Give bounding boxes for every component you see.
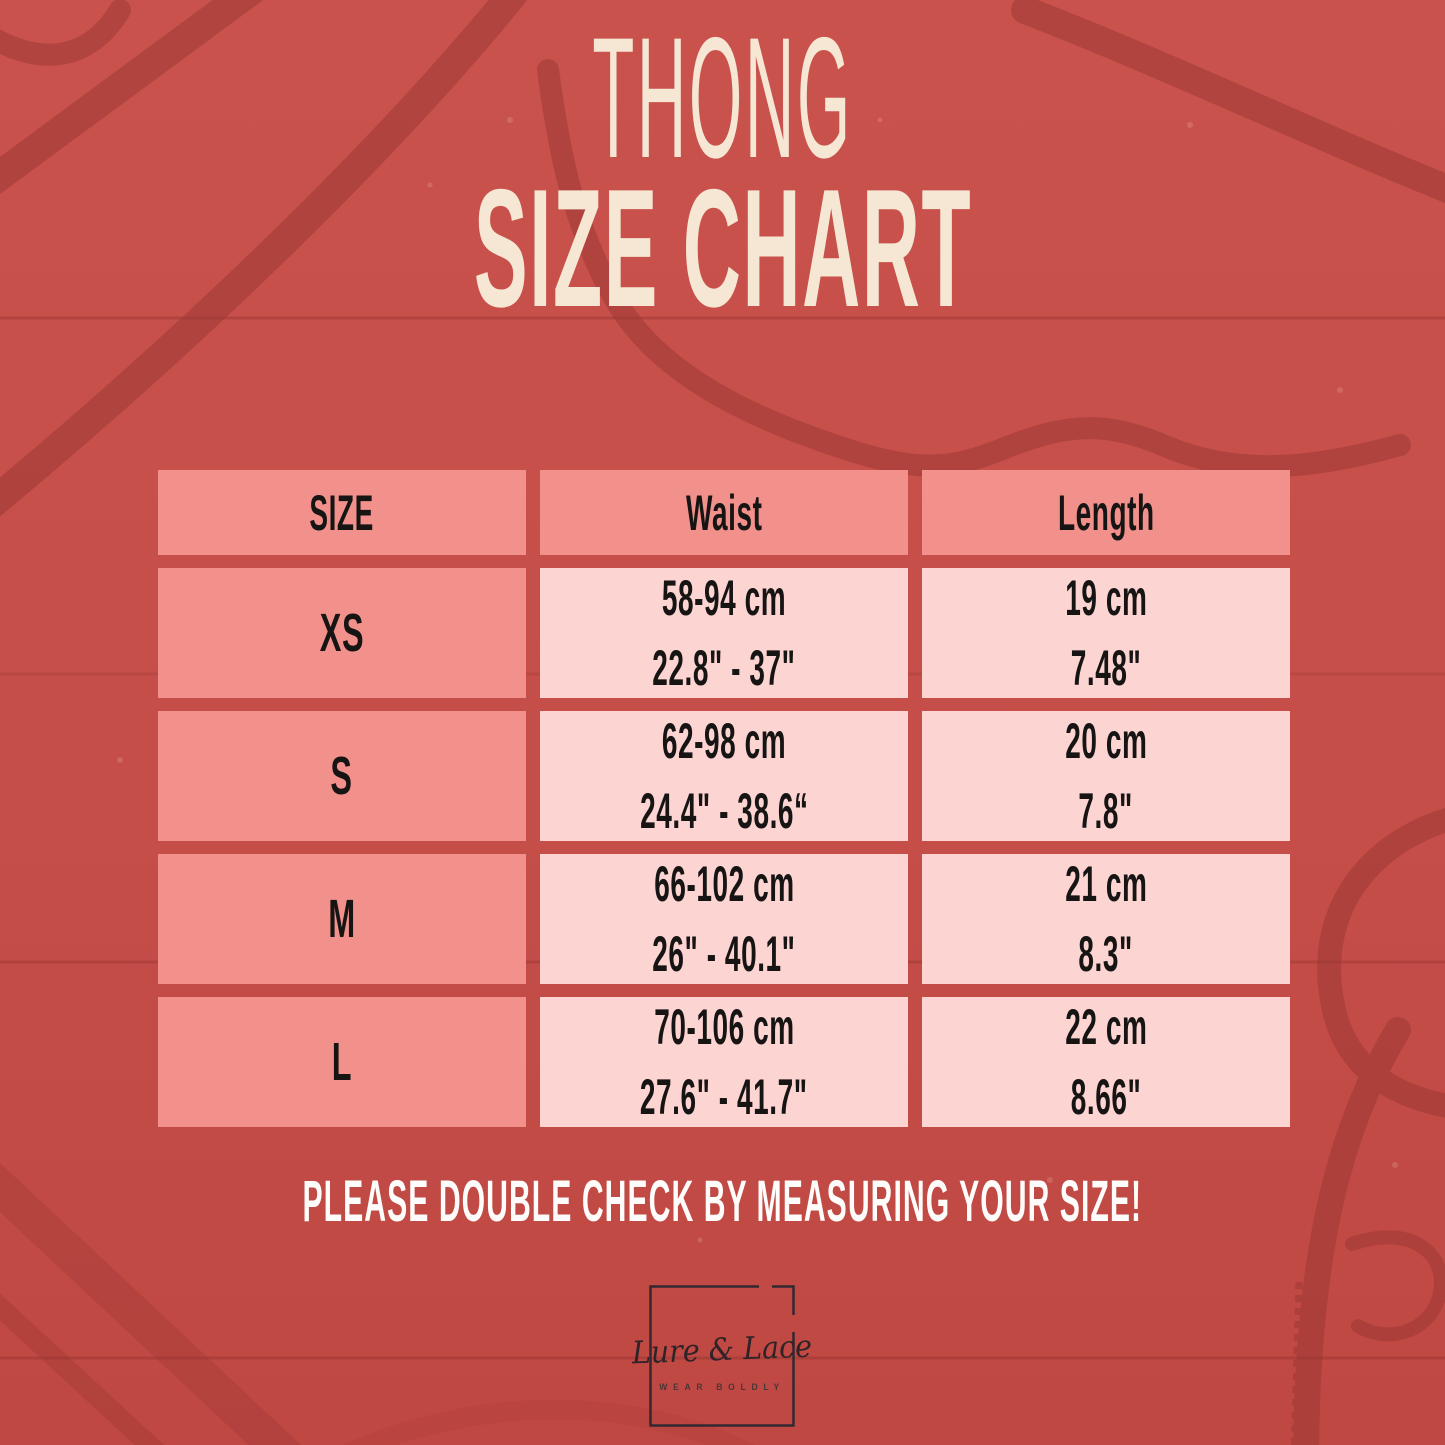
waist-cm: 70-106 cm bbox=[653, 999, 795, 1055]
length-cm: 20 cm bbox=[1064, 713, 1148, 769]
length-in: 8.3" bbox=[1078, 926, 1134, 982]
measure-warning-note: PLEASE DOUBLE CHECK BY MEASURING YOUR SIZE! bbox=[302, 1169, 1143, 1234]
waist-in: 24.4" - 38.6“ bbox=[639, 783, 809, 839]
brand-logo bbox=[631, 1285, 813, 1427]
header-length-label: Length bbox=[1057, 484, 1155, 541]
size-cell-l bbox=[158, 997, 526, 1127]
size-label: M bbox=[328, 889, 356, 949]
waist-in: 26" - 40.1" bbox=[652, 926, 796, 982]
header-size-label: SIZE bbox=[309, 484, 375, 541]
header-length bbox=[922, 470, 1290, 555]
page-title: SIZE CHART bbox=[473, 153, 972, 342]
length-cell-xs bbox=[922, 568, 1290, 698]
waist-cm: 66-102 cm bbox=[653, 856, 795, 912]
length-in: 7.48" bbox=[1070, 640, 1142, 696]
length-cm: 22 cm bbox=[1064, 999, 1148, 1055]
waist-in: 27.6" - 41.7" bbox=[640, 1069, 808, 1125]
length-in: 8.66" bbox=[1070, 1069, 1142, 1125]
length-cell-s bbox=[922, 711, 1290, 841]
waist-cm: 62-98 cm bbox=[661, 713, 787, 769]
waist-in: 22.8" - 37" bbox=[652, 640, 796, 696]
product-title: THONG bbox=[592, 2, 853, 194]
size-label: S bbox=[330, 746, 354, 806]
length-cm: 21 cm bbox=[1064, 856, 1148, 912]
header-waist bbox=[540, 470, 908, 555]
length-cm: 19 cm bbox=[1064, 570, 1148, 626]
header-waist-label: Waist bbox=[685, 484, 763, 541]
length-cell-l bbox=[922, 997, 1290, 1127]
header-size bbox=[158, 470, 526, 555]
size-cell-xs bbox=[158, 568, 526, 698]
waist-cell-xs bbox=[540, 568, 908, 698]
brand-tagline: WEAR BOLDLY bbox=[659, 1381, 785, 1392]
waist-cell-m bbox=[540, 854, 908, 984]
size-label: L bbox=[331, 1032, 353, 1092]
brand-name: Lure & Lace bbox=[631, 1328, 813, 1371]
size-cell-s bbox=[158, 711, 526, 841]
size-label: XS bbox=[319, 603, 365, 663]
size-cell-m bbox=[158, 854, 526, 984]
waist-cell-l bbox=[540, 997, 908, 1127]
waist-cm: 58-94 cm bbox=[661, 570, 787, 626]
length-cell-m bbox=[922, 854, 1290, 984]
size-table bbox=[158, 470, 1290, 1127]
waist-cell-s bbox=[540, 711, 908, 841]
length-in: 7.8" bbox=[1078, 783, 1134, 839]
